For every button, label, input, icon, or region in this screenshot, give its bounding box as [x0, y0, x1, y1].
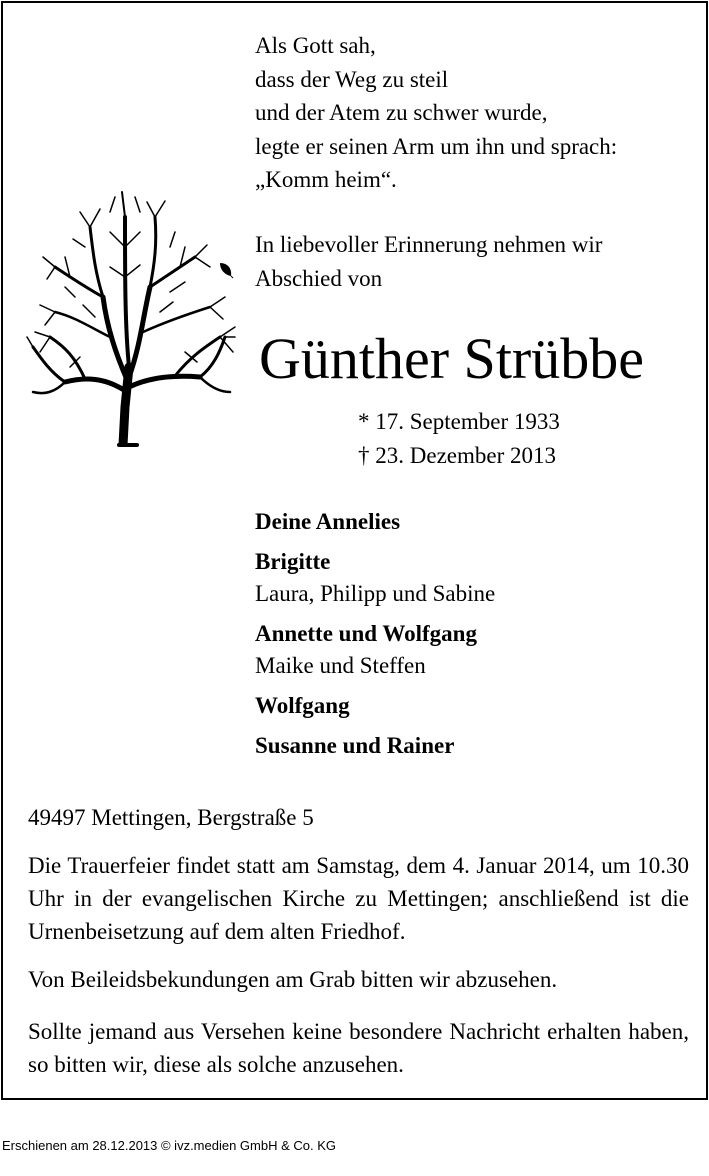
poem-line: „Komm heim“. — [255, 167, 397, 192]
publication-footer: Erschienen am 28.12.2013 © ivz.medien GmbH & Co. KG — [2, 1138, 337, 1153]
family-member: Annette und Wolfgang — [255, 621, 477, 646]
poem-line: und der Atem zu schwer wurde, — [255, 100, 548, 125]
intro-text — [255, 228, 602, 295]
family-member: Wolfgang — [255, 693, 350, 718]
life-dates — [358, 405, 560, 473]
poem-line: Als Gott sah, — [255, 33, 376, 58]
deceased-name: Günther Strübbe — [259, 326, 644, 391]
notice-paragraph: Sollte jemand aus Versehen keine besondere Nachricht erhalten haben, so bitten wir, diese als solche anzusehen. — [28, 1019, 689, 1077]
family-children: Maike und Steffen — [255, 653, 426, 678]
family-children: Laura, Philipp und Sabine — [255, 581, 496, 606]
birth-date: * 17. September 1933 — [358, 409, 560, 434]
poem — [255, 29, 617, 197]
bare-tree-icon — [25, 187, 245, 447]
family-member: Susanne und Rainer — [255, 733, 455, 758]
family-member: Brigitte — [255, 549, 331, 574]
intro-line: Abschied von — [255, 265, 383, 291]
family-list — [255, 506, 495, 770]
poem-line: legte er seinen Arm um ihn und sprach: — [255, 133, 618, 159]
condolences-paragraph: Von Beileidsbekundungen am Grab bitten wir abzusehen. — [28, 967, 558, 992]
address: 49497 Mettingen, Bergstraße 5 — [28, 805, 314, 830]
family-member: Deine Annelies — [255, 509, 401, 534]
intro-line: In liebevoller Erinnerung nehmen wir — [255, 232, 603, 257]
poem-line: dass der Weg zu steil — [255, 66, 449, 92]
death-date: † 23. Dezember 2013 — [358, 443, 556, 468]
obituary-frame — [1, 1, 708, 1100]
service-paragraph: Die Trauerfeier findet statt am Samstag, dem 4. Januar 2014, um 10.30 Uhr in der evangelischen Kirche zu Mettingen; anschließend ist die Urnenbeisetzung auf dem alten Friedhof. — [28, 853, 689, 944]
falling-leaf-icon — [218, 261, 234, 279]
